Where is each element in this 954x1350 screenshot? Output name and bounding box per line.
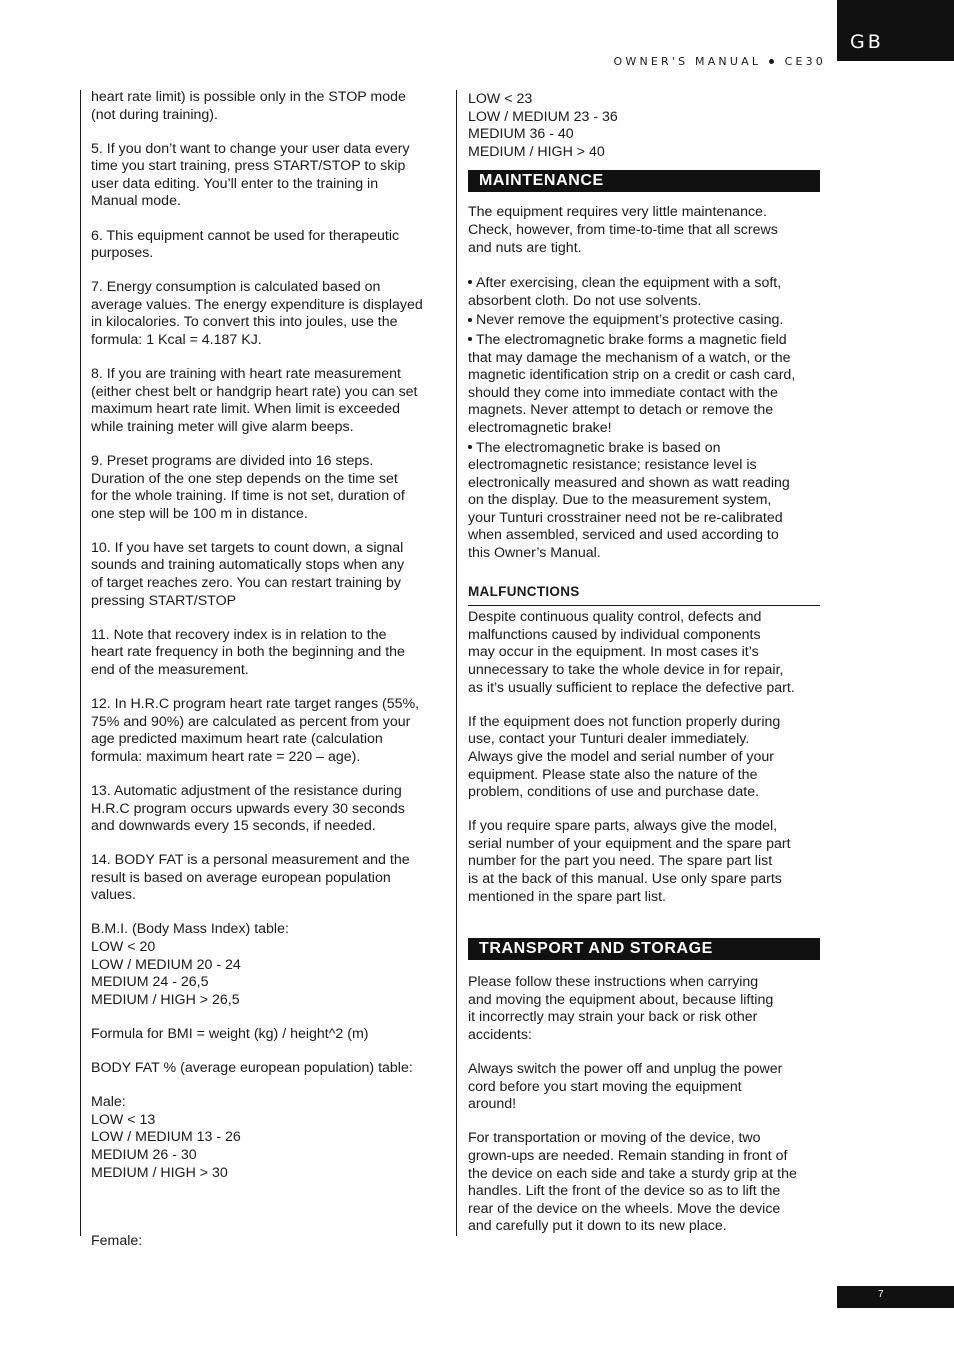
bullet-text: The electromagnetic brake forms a magnetic field that may damage the mechanism of a watch, or the magnetic identification strip on a credit or cash card, should they come into immediate contact with the magnets. Never attempt to detach or remove the electromagnetic brake! — [468, 331, 796, 436]
left-paragraph: 9. Preset programs are divided into 16 steps. Duration of the one step depends on the time set for the whole training. If time is not set, duration of one step will be 100 m in distance. — [91, 453, 405, 522]
maintenance-bullet — [468, 332, 820, 438]
language-tab: GB — [837, 0, 954, 61]
male-table: Male: LOW < 13 LOW / MEDIUM 13 - 26 MEDIUM 26 - 30 MEDIUM / HIGH > 30 — [91, 1094, 241, 1181]
transport-heading: TRANSPORT AND STORAGE — [468, 938, 820, 960]
bullet-text: The electromagnetic brake is based on electromagnetic resistance; resistance level is electronically measured and shown as watt reading on the display. Due to the measurement system, your Tunturi crosstrainer need not be re-calibrated when assembled, serviced and used according to this Owner’s Manual. — [468, 439, 790, 562]
left-paragraph: 10. If you have set targets to count down, a signal sounds and training automatically stops when any of target reaches zero. You can restart training by pressing START/STOP — [91, 539, 405, 609]
left-column-rule — [80, 90, 81, 1236]
bullet-text: Never remove the equipment’s protective casing. — [476, 312, 784, 329]
bullet-icon — [468, 280, 472, 284]
bullet-icon — [468, 337, 472, 341]
transport-paragraph: For transportation or moving of the device, two grown-ups are needed. Remain standing in front of the device on each side and take a sturdy grip at the handles. Lift the front of the device so as to lift the rear of the device on the wheels. Move the device and carefully put it down to its new place. — [468, 1130, 797, 1235]
right-column-rule — [456, 90, 457, 1236]
bmi-table: B.M.I. (Body Mass Index) table: LOW < 20 LOW / MEDIUM 20 - 24 MEDIUM 24 - 26,5 MEDIUM / HIGH > 26,5 — [91, 921, 289, 1008]
maintenance-intro: The equipment requires very little maintenance. Check, however, from time-to-time that all screws and nuts are tight. — [468, 204, 778, 256]
left-paragraph: 13. Automatic adjustment of the resistance during H.R.C program occurs upwards every 30 seconds and downwards every 15 seconds, if needed. — [91, 782, 405, 835]
transport-paragraph: Always switch the power off and unplug the power cord before you start moving the equipment around! — [468, 1061, 783, 1113]
left-paragraph: 6. This equipment cannot be used for therapeutic purposes. — [91, 227, 400, 262]
left-paragraph: 12. In H.R.C program heart rate target ranges (55%, 75% and 90%) are calculated as percent from your age predicted maximum heart rate (calculation formula: maximum heart rate = 220 – age). — [91, 696, 420, 765]
model-name: CE30 — [784, 55, 826, 68]
bullet-icon — [468, 318, 472, 322]
left-paragraph: heart rate limit) is possible only in the STOP mode (not during training). — [91, 89, 406, 123]
maintenance-bullet — [468, 275, 820, 310]
malfunctions-paragraph: If you require spare parts, always give the model, serial number of your equipment and the spare part number for the part you need. The spare part list is at the back of this manual. Use only spare parts mentioned in the spare part list. — [468, 818, 791, 905]
maintenance-bullet — [468, 440, 820, 563]
bullet-icon — [468, 445, 472, 449]
malfunctions-paragraph: If the equipment does not function properly during use, contact your Tunturi dealer immediately. Always give the model and serial number of your equipment. Please state also the nature of the problem, conditions of use and purchase date. — [468, 713, 781, 801]
manual-title: OWNER'S MANUAL — [613, 55, 762, 68]
bullet-text: After exercising, clean the equipment with a soft, absorbent cloth. Do not use solvents. — [468, 275, 782, 309]
separator-dot-icon — [769, 59, 774, 64]
running-header — [614, 55, 826, 68]
left-paragraph: 14. BODY FAT is a personal measurement and the result is based on average european population values. — [91, 852, 410, 904]
female-label-block — [91, 1233, 291, 1251]
female-table: LOW < 23 LOW / MEDIUM 23 - 36 MEDIUM 36 - 40 MEDIUM / HIGH > 40 — [468, 91, 618, 160]
transport-paragraph: Please follow these instructions when carrying and moving the equipment about, because lifting it incorrectly may strain your back or risk other accidents: — [468, 974, 774, 1043]
right-column — [468, 91, 820, 1236]
bmi-formula: Formula for BMI = weight (kg) / height^2 (m) — [91, 1025, 369, 1042]
body-fat-heading: BODY FAT % (average european population) table: — [91, 1060, 413, 1077]
left-paragraph: 5. If you don’t want to change your user data every time you start training, press START/STOP to skip user data editing. You’ll enter to the training in Manual mode. — [91, 140, 410, 210]
page-number: 7 — [837, 1286, 954, 1308]
left-paragraph: 11. Note that recovery index is in relation to the heart rate frequency in both the beginning and the end of the measurement. — [91, 626, 405, 678]
left-paragraph: 8. If you are training with heart rate measurement (either chest belt or handgrip heart rate) you can set maximum heart rate limit. When limit is exceeded while training meter will give alarm beeps. — [91, 366, 418, 435]
malfunctions-paragraph: Despite continuous quality control, defects and malfunctions caused by individual components may occur in the equipment. In most cases it’s unnecessary to take the whole device in for repair, as it’s usually sufficient to replace the defective part. — [468, 609, 795, 696]
maintenance-heading: MAINTENANCE — [468, 170, 820, 192]
female-label: Female: — [91, 1233, 143, 1249]
left-column — [91, 89, 451, 1182]
maintenance-bullet — [468, 312, 820, 330]
left-paragraph: 7. Energy consumption is calculated based on average values. The energy expenditure is displayed in kilocalories. To convert this into joules, use the formula: 1 Kcal = 4.187 KJ. — [91, 279, 423, 349]
malfunctions-heading: MALFUNCTIONS — [468, 583, 820, 607]
